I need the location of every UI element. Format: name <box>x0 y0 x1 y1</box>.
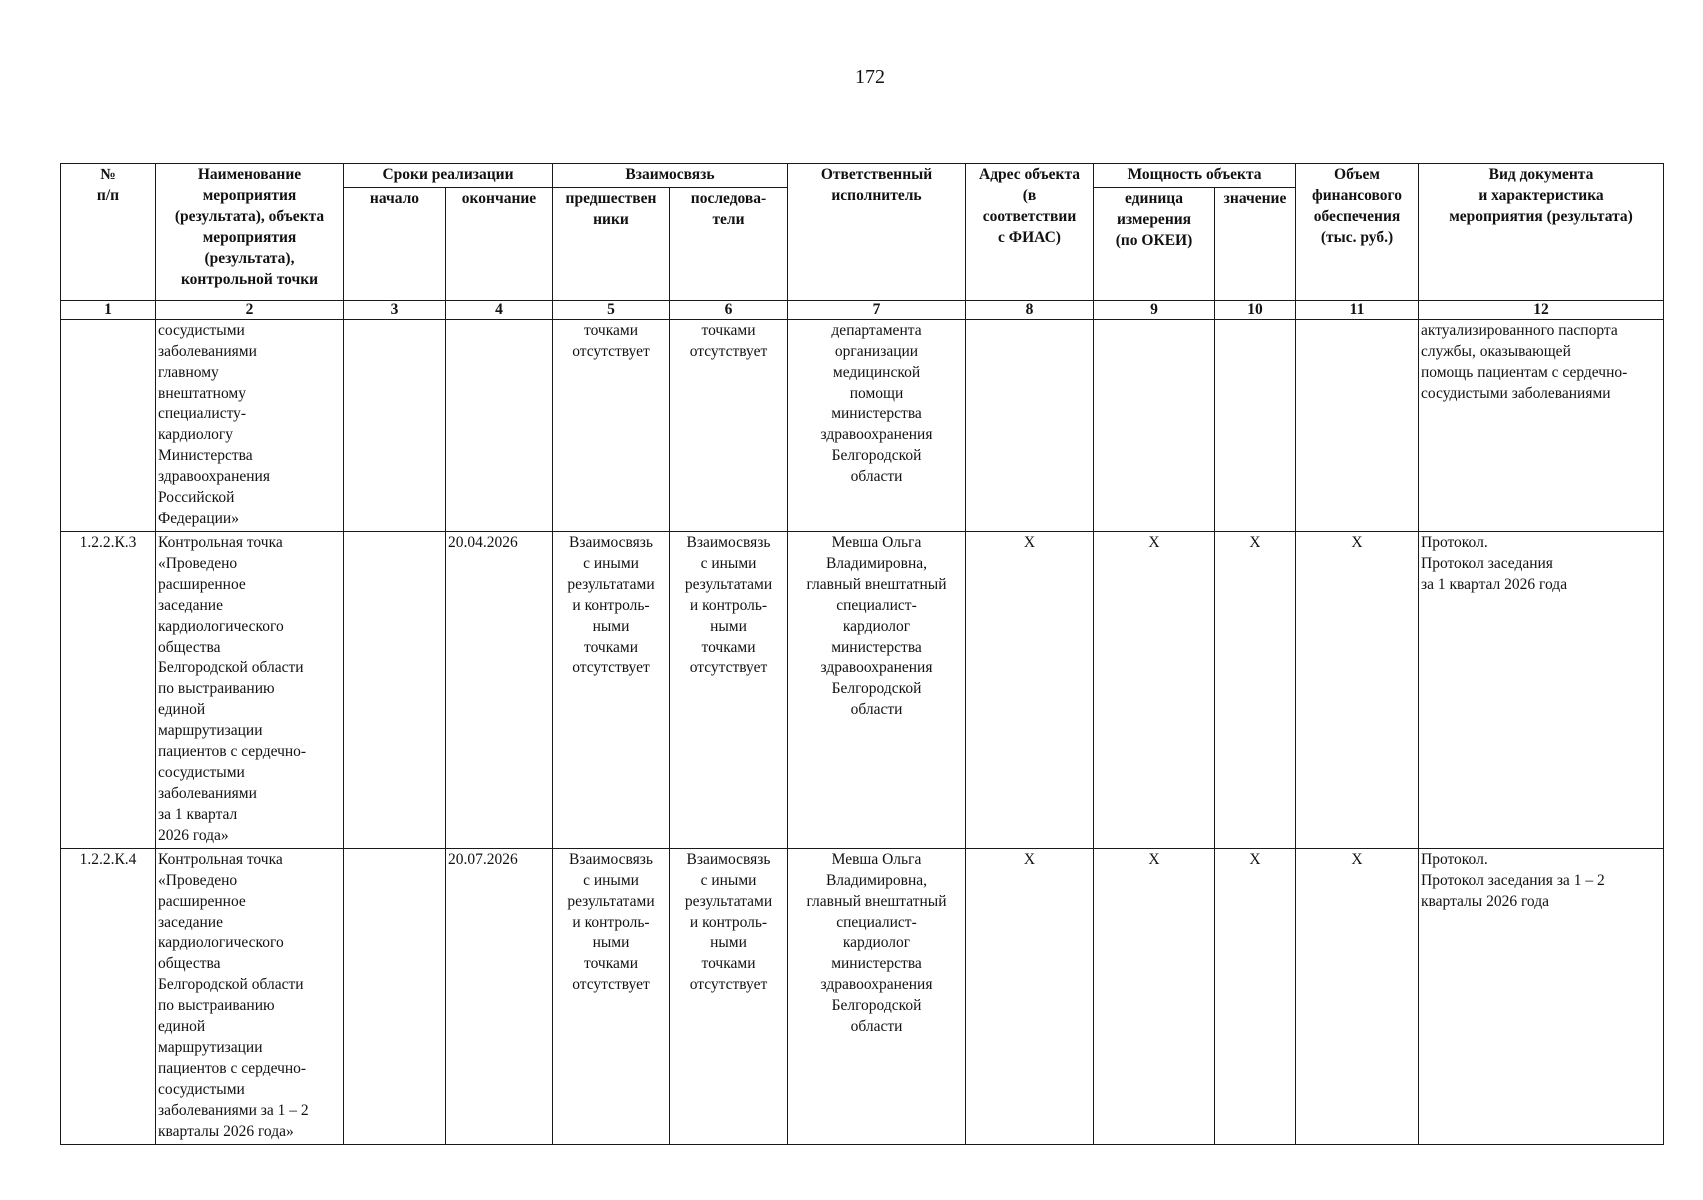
cell-start <box>344 531 446 848</box>
cell-num: 1.2.2.К.4 <box>61 848 156 1144</box>
cell-funding <box>1296 319 1419 531</box>
cell-end: 20.04.2026 <box>446 531 553 848</box>
cell-name: Контрольная точка «Проведено расширенное заседание кардиологического общества Белгородской области по выстраиванию единой маршрутизации пациентов с сердечно- сосудистыми заболеваниями за 1 квартал 2026 года» <box>156 531 344 848</box>
header-funding: Объем финансового обеспечения (тыс. руб.) <box>1296 164 1419 301</box>
cell-predecessors: Взаимосвязь с иными результатами и контроль- ными точками отсутствует <box>553 531 670 848</box>
cell-name: сосудистыми заболеваниями главному внештатному специалисту- кардиологу Министерства здравоохранения Российской Федерации» <box>156 319 344 531</box>
cell-value: X <box>1215 531 1296 848</box>
activities-table <box>60 163 1664 1145</box>
column-number: 12 <box>1419 300 1664 319</box>
table-row <box>61 848 1664 1144</box>
header-name: Наименование мероприятия (результата), объекта мероприятия (результата), контрольной точки <box>156 164 344 301</box>
cell-successors: Взаимосвязь с иными результатами и контроль- ными точками отсутствует <box>670 531 788 848</box>
column-numbers-row <box>61 300 1664 319</box>
column-number: 8 <box>966 300 1094 319</box>
cell-value <box>1215 319 1296 531</box>
header-num: № п/п <box>61 164 156 301</box>
page-number: 172 <box>855 66 885 88</box>
header-relation: Взаимосвязь <box>553 164 788 188</box>
column-number: 6 <box>670 300 788 319</box>
column-number: 1 <box>61 300 156 319</box>
table-row <box>61 531 1664 848</box>
header-end: окончание <box>446 187 553 300</box>
column-number: 11 <box>1296 300 1419 319</box>
header-address: Адрес объекта (в соответствии с ФИАС) <box>966 164 1094 301</box>
column-number: 9 <box>1094 300 1215 319</box>
cell-predecessors: точками отсутствует <box>553 319 670 531</box>
header-capacity: Мощность объекта <box>1094 164 1296 188</box>
cell-funding: X <box>1296 531 1419 848</box>
cell-doc-type: Протокол. Протокол заседания за 1 квартал 2026 года <box>1419 531 1664 848</box>
cell-funding: X <box>1296 848 1419 1144</box>
cell-name: Контрольная точка «Проведено расширенное заседание кардиологического общества Белгородской области по выстраиванию единой маршрутизации пациентов с сердечно- сосудистыми заболеваниями за 1 – 2 кварталы 2026 года» <box>156 848 344 1144</box>
cell-num: 1.2.2.К.3 <box>61 531 156 848</box>
header-doc-type: Вид документа и характеристика мероприятия (результата) <box>1419 164 1664 301</box>
cell-value: X <box>1215 848 1296 1144</box>
cell-address <box>966 319 1094 531</box>
cell-unit <box>1094 319 1215 531</box>
cell-start <box>344 319 446 531</box>
column-number: 3 <box>344 300 446 319</box>
header-predecessors: предшествен ники <box>553 187 670 300</box>
cell-successors: точками отсутствует <box>670 319 788 531</box>
cell-predecessors: Взаимосвязь с иными результатами и контроль- ными точками отсутствует <box>553 848 670 1144</box>
column-number: 4 <box>446 300 553 319</box>
header-row <box>61 164 1664 188</box>
header-responsible: Ответственный исполнитель <box>788 164 966 301</box>
cell-responsible: Мевша Ольга Владимировна, главный внештатный специалист- кардиолог министерства здравоохранения Белгородской области <box>788 531 966 848</box>
column-number: 10 <box>1215 300 1296 319</box>
cell-num <box>61 319 156 531</box>
header-unit: единица измерения (по ОКЕИ) <box>1094 187 1215 300</box>
header-start: начало <box>344 187 446 300</box>
cell-start <box>344 848 446 1144</box>
cell-successors: Взаимосвязь с иными результатами и контроль- ными точками отсутствует <box>670 848 788 1144</box>
cell-end: 20.07.2026 <box>446 848 553 1144</box>
column-number: 5 <box>553 300 670 319</box>
column-number: 7 <box>788 300 966 319</box>
cell-doc-type: актуализированного паспорта службы, оказывающей помощь пациентам с сердечно- сосудистыми заболеваниями <box>1419 319 1664 531</box>
cell-address: X <box>966 531 1094 848</box>
cell-doc-type: Протокол. Протокол заседания за 1 – 2 кварталы 2026 года <box>1419 848 1664 1144</box>
cell-address: X <box>966 848 1094 1144</box>
cell-end <box>446 319 553 531</box>
cell-responsible: департамента организации медицинской помощи министерства здравоохранения Белгородской области <box>788 319 966 531</box>
cell-unit: X <box>1094 531 1215 848</box>
table-row <box>61 319 1664 531</box>
header-successors: последова- тели <box>670 187 788 300</box>
column-number: 2 <box>156 300 344 319</box>
header-value: значение <box>1215 187 1296 300</box>
header-terms: Сроки реализации <box>344 164 553 188</box>
cell-responsible: Мевша Ольга Владимировна, главный внештатный специалист- кардиолог министерства здравоохранения Белгородской области <box>788 848 966 1144</box>
cell-unit: X <box>1094 848 1215 1144</box>
